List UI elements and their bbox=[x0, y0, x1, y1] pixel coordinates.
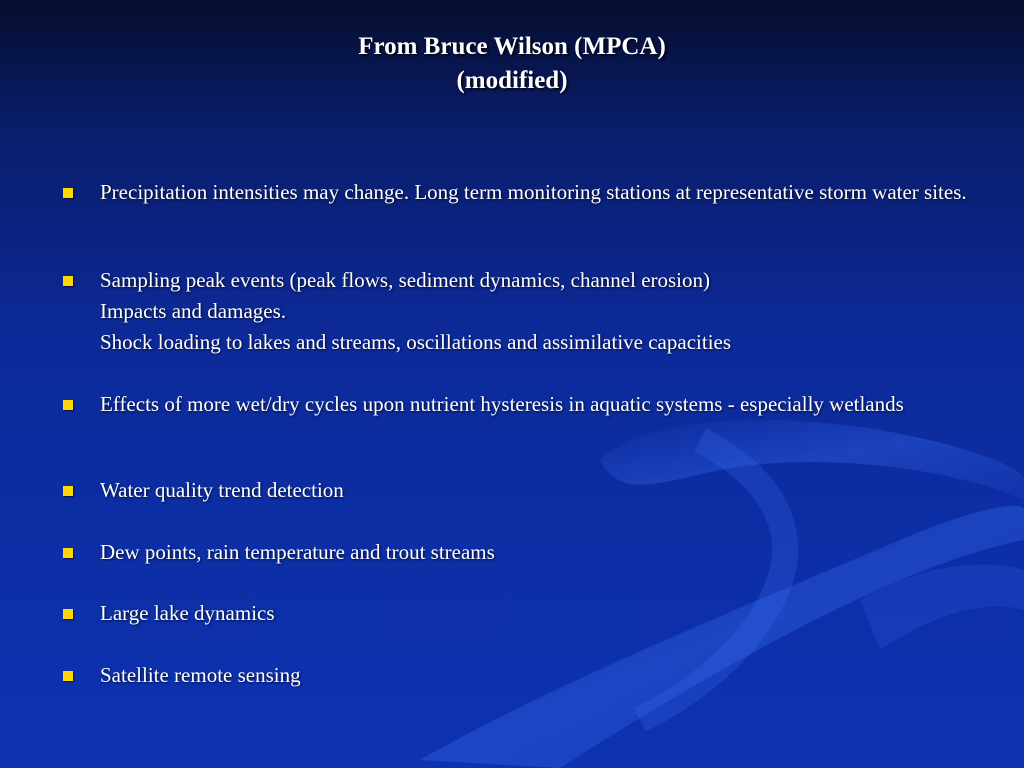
bullet-subline: Shock loading to lakes and streams, oscillations and assimilative capacities bbox=[100, 330, 732, 354]
bullet-text: Satellite remote sensing bbox=[100, 663, 301, 687]
square-bullet-icon bbox=[63, 400, 73, 410]
bullet-text: Large lake dynamics bbox=[100, 601, 275, 625]
bullet-subline: Impacts and damages. bbox=[100, 299, 287, 323]
square-bullet-icon bbox=[63, 276, 73, 286]
square-bullet-icon bbox=[63, 486, 73, 496]
bullet-text: Dew points, rain temperature and trout streams bbox=[100, 540, 495, 564]
square-bullet-icon bbox=[63, 188, 73, 198]
bullet-text: Precipitation intensities may change. Long term monitoring stations at representative storm water sites. bbox=[100, 180, 967, 204]
bullet-text: Effects of more wet/dry cycles upon nutrient hysteresis in aquatic systems - especially wetlands bbox=[100, 392, 904, 416]
slide-title bbox=[0, 30, 1024, 98]
square-bullet-icon bbox=[63, 671, 73, 681]
bullet-text: Water quality trend detection bbox=[100, 478, 344, 502]
title-line-2: (modified) bbox=[456, 67, 568, 94]
square-bullet-icon bbox=[63, 548, 73, 558]
title-line-1: From Bruce Wilson (MPCA) bbox=[358, 33, 666, 60]
square-bullet-icon bbox=[63, 609, 73, 619]
bullet-text: Sampling peak events (peak flows, sediment dynamics, channel erosion) bbox=[100, 268, 711, 292]
